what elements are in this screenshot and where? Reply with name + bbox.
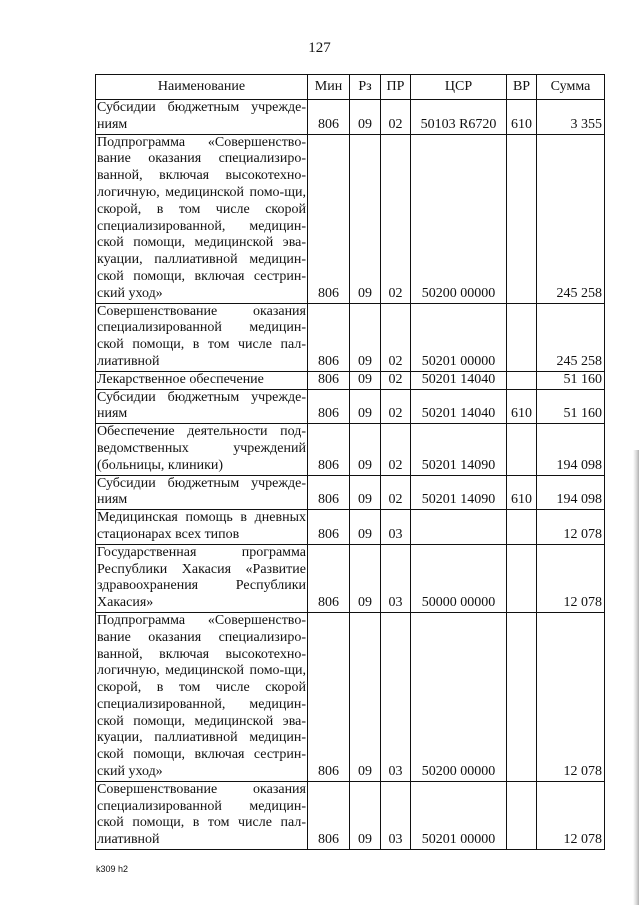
row-pr: 02 [381, 371, 411, 389]
row-rz: 09 [350, 389, 381, 424]
row-sum: 12 078 [537, 510, 605, 545]
header-sum: Сумма [537, 75, 605, 100]
header-vr: ВР [507, 75, 537, 100]
row-rz: 09 [350, 510, 381, 545]
header-min: Мин [308, 75, 350, 100]
row-pr: 02 [381, 424, 411, 475]
header-csr: ЦСР [411, 75, 507, 100]
row-name: Лекарственное обеспечение [96, 371, 308, 389]
row-rz: 09 [350, 100, 381, 135]
row-min: 806 [308, 303, 350, 371]
row-vr: 610 [507, 475, 537, 510]
row-min: 806 [308, 510, 350, 545]
row-min: 806 [308, 371, 350, 389]
row-name: Субсидии бюджетным учрежде-ниям [96, 100, 308, 135]
row-sum: 245 258 [537, 134, 605, 303]
row-sum: 51 160 [537, 371, 605, 389]
row-rz: 09 [350, 134, 381, 303]
row-vr [507, 303, 537, 371]
row-vr [507, 612, 537, 781]
row-vr [507, 510, 537, 545]
row-pr: 02 [381, 134, 411, 303]
row-pr: 02 [381, 389, 411, 424]
row-csr: 50000 00000 [411, 544, 507, 612]
budget-table [95, 74, 605, 850]
table-row [96, 134, 605, 303]
row-name: Медицинская помощь в дневных стационарах всех типов [96, 510, 308, 545]
row-vr: 610 [507, 100, 537, 135]
row-min: 806 [308, 424, 350, 475]
row-rz: 09 [350, 475, 381, 510]
header-rz: Рз [350, 75, 381, 100]
row-csr: 50200 00000 [411, 612, 507, 781]
row-pr: 02 [381, 100, 411, 135]
row-sum: 12 078 [537, 544, 605, 612]
table-row [96, 612, 605, 781]
row-name: Обеспечение деятельности под-ведомственных учреждений (больницы, клиники) [96, 424, 308, 475]
row-min: 806 [308, 544, 350, 612]
table-row [96, 510, 605, 545]
row-csr [411, 510, 507, 545]
row-csr: 50200 00000 [411, 134, 507, 303]
row-pr: 02 [381, 303, 411, 371]
row-min: 806 [308, 475, 350, 510]
row-sum: 194 098 [537, 424, 605, 475]
header-pr: ПР [381, 75, 411, 100]
row-sum: 3 355 [537, 100, 605, 135]
row-csr: 50201 14090 [411, 475, 507, 510]
table-row [96, 475, 605, 510]
row-min: 806 [308, 134, 350, 303]
row-vr: 610 [507, 389, 537, 424]
table-row [96, 303, 605, 371]
row-name: Подпрограмма «Совершенство-вание оказания специализиро-ванной, включая высокотехно-логичную, медицинской помо-щи, скорой, в том числе скорой специализированной, медицин-ской помощи, медицинской эва-куации, паллиативной медицин-ской помощи, включая сестрин-ский уход» [96, 134, 308, 303]
row-pr: 03 [381, 781, 411, 849]
row-name: Совершенствование оказания специализированной медицин-ской помощи, в том числе пал-лиативной [96, 303, 308, 371]
row-rz: 09 [350, 303, 381, 371]
row-rz: 09 [350, 612, 381, 781]
row-vr [507, 544, 537, 612]
row-rz: 09 [350, 544, 381, 612]
row-name: Совершенствование оказания специализированной медицин-ской помощи, в том числе пал-лиативной [96, 781, 308, 849]
row-sum: 12 078 [537, 612, 605, 781]
scan-edge-shadow [633, 450, 639, 905]
document-code: k309 h2 [96, 864, 129, 874]
row-rz: 09 [350, 371, 381, 389]
row-sum: 245 258 [537, 303, 605, 371]
table-header-row [96, 75, 605, 100]
row-name: Государственная программа Республики Хакасия «Развитие здравоохранения Республики Хакасия» [96, 544, 308, 612]
table-row [96, 424, 605, 475]
row-pr: 03 [381, 612, 411, 781]
row-sum: 12 078 [537, 781, 605, 849]
row-sum: 51 160 [537, 389, 605, 424]
row-pr: 02 [381, 475, 411, 510]
row-sum: 194 098 [537, 475, 605, 510]
row-csr: 50201 00000 [411, 303, 507, 371]
row-csr: 50201 14040 [411, 371, 507, 389]
table-row [96, 389, 605, 424]
row-vr [507, 424, 537, 475]
row-csr: 50201 14040 [411, 389, 507, 424]
table-row [96, 100, 605, 135]
row-pr: 03 [381, 544, 411, 612]
row-min: 806 [308, 612, 350, 781]
header-name: Наименование [96, 75, 308, 100]
row-name: Субсидии бюджетным учрежде-ниям [96, 475, 308, 510]
row-pr: 03 [381, 510, 411, 545]
table-row [96, 544, 605, 612]
page-number: 127 [308, 40, 331, 56]
row-vr [507, 371, 537, 389]
row-csr: 50103 R6720 [411, 100, 507, 135]
row-min: 806 [308, 781, 350, 849]
table-row [96, 371, 605, 389]
row-name: Подпрограмма «Совершенство-вание оказания специализиро-ванной, включая высокотехно-логичную, медицинской помо-щи, скорой, в том числе скорой специализированной, медицин-ской помощи, медицинской эва-куации, паллиативной медицин-ской помощи, включая сестрин-ский уход» [96, 612, 308, 781]
table-row [96, 781, 605, 849]
row-csr: 50201 00000 [411, 781, 507, 849]
row-name: Субсидии бюджетным учрежде-ниям [96, 389, 308, 424]
row-vr [507, 781, 537, 849]
row-vr [507, 134, 537, 303]
row-rz: 09 [350, 781, 381, 849]
row-min: 806 [308, 100, 350, 135]
row-min: 806 [308, 389, 350, 424]
row-csr: 50201 14090 [411, 424, 507, 475]
row-rz: 09 [350, 424, 381, 475]
